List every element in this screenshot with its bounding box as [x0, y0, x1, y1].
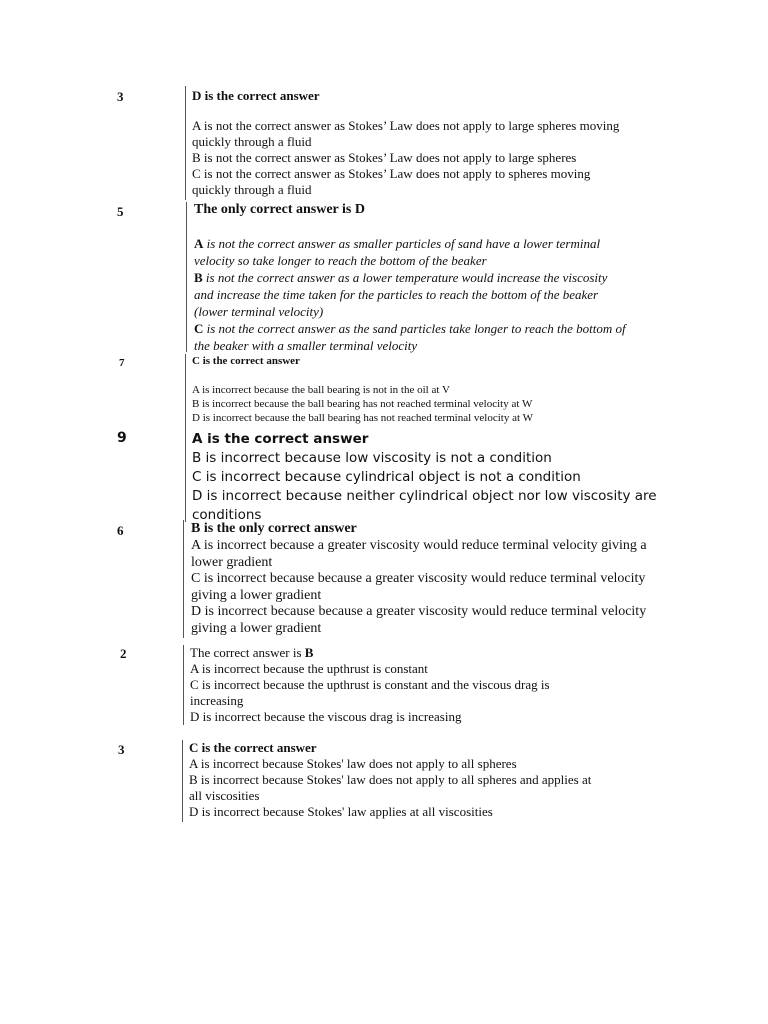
explanation-line: increasing — [190, 693, 244, 708]
question-number: 9 — [117, 430, 127, 446]
explanation-line: C is incorrect because the upthrust is constant and the viscous drag is — [190, 677, 550, 692]
answer-heading: C is the correct answer — [189, 740, 317, 755]
explanation-line: B is incorrect because Stokes' law does not apply to all spheres and applies at — [189, 772, 592, 787]
answer-heading: C is the correct answer — [192, 355, 300, 367]
explanation-line: giving a lower gradient — [191, 587, 322, 603]
question-number: 3 — [118, 742, 125, 757]
explanation-line: D is incorrect because the viscous drag is increasing — [190, 709, 462, 724]
divider-line — [185, 354, 186, 428]
explanation-line: D is incorrect because neither cylindrical object nor low viscosity are — [192, 488, 657, 504]
explanation-line: C is incorrect because cylindrical object is not a condition — [192, 469, 581, 485]
question-number: 3 — [117, 89, 124, 104]
answer-text — [192, 429, 722, 525]
divider-line — [186, 202, 187, 352]
explanation-line: and increase the time taken for the particles to reach the bottom of the beaker — [194, 287, 599, 302]
divider-line — [183, 520, 184, 638]
question-number: 7 — [119, 357, 125, 369]
answer-heading: The only correct answer is D — [194, 202, 365, 217]
explanation-line: D is incorrect because because a greater viscosity would reduce terminal velocity — [191, 604, 647, 619]
divider-line — [182, 740, 183, 822]
explanation-line: velocity so take longer to reach the bottom of the beaker — [194, 253, 487, 268]
answer-heading: A is the correct answer — [192, 431, 369, 447]
explanation-line: lower gradient — [191, 554, 273, 570]
explanation-line: C is not the correct answer as the sand particles take longer to reach the bottom of — [194, 321, 626, 336]
explanation-line: all viscosities — [189, 788, 260, 803]
answer-text — [194, 202, 724, 354]
explanation-line: giving a lower gradient — [191, 620, 322, 636]
answer-text — [190, 645, 720, 725]
divider-line — [185, 86, 186, 200]
explanation-line: D is incorrect because the ball bearing has not reached terminal velocity at W — [192, 412, 533, 424]
answer-heading: D is the correct answer — [192, 88, 320, 103]
explanation-line: quickly through a fluid — [192, 134, 312, 149]
divider-line — [183, 645, 184, 725]
answer-text — [191, 520, 721, 637]
question-number: 2 — [120, 646, 127, 661]
answer-text — [192, 355, 722, 425]
explanation-line: A is not the correct answer as smaller particles of sand have a lower terminal — [194, 236, 601, 251]
explanation-line: C is incorrect because because a greater viscosity would reduce terminal velocity — [191, 571, 646, 586]
answer-heading: The correct answer is B — [190, 645, 314, 660]
answer-heading: B is the only correct answer — [191, 521, 357, 536]
explanation-line: A is incorrect because the upthrust is constant — [190, 661, 428, 676]
explanation-line: B is incorrect because low viscosity is not a condition — [192, 450, 552, 466]
explanation-line: C is not the correct answer as Stokes’ Law does not apply to spheres moving — [192, 166, 591, 181]
explanation-line: A is not the correct answer as Stokes’ Law does not apply to large spheres moving — [192, 118, 620, 133]
answer-text — [189, 740, 719, 820]
explanation-line: (lower terminal velocity) — [194, 304, 324, 319]
explanation-line: A is incorrect because the ball bearing is not in the oil at V — [192, 384, 450, 396]
explanation-line: A is incorrect because Stokes' law does not apply to all spheres — [189, 756, 517, 771]
explanation-line: quickly through a fluid — [192, 182, 312, 197]
question-number: 6 — [117, 523, 124, 538]
question-number: 5 — [117, 204, 124, 219]
answer-text — [192, 88, 722, 198]
explanation-line: B is not the correct answer as a lower temperature would increase the viscosity — [194, 270, 608, 285]
divider-line — [185, 428, 186, 522]
explanation-line: conditions — [192, 507, 262, 523]
explanation-line: B is incorrect because the ball bearing has not reached terminal velocity at W — [192, 398, 533, 410]
explanation-line: D is incorrect because Stokes' law applies at all viscosities — [189, 804, 493, 819]
explanation-line: the beaker with a smaller terminal velocity — [194, 338, 418, 353]
explanation-line: A is incorrect because a greater viscosity would reduce terminal velocity giving a — [191, 538, 647, 553]
explanation-line: B is not the correct answer as Stokes’ Law does not apply to large spheres — [192, 150, 577, 165]
